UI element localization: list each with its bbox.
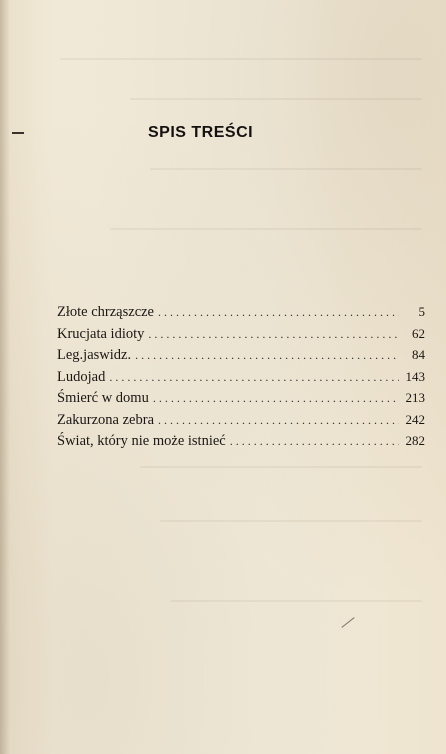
dot-leader [148, 327, 399, 342]
show-through-line [60, 58, 422, 60]
toc-entry-page: 84 [412, 347, 425, 362]
toc-entry-title: Świat, który nie może istnieć [57, 433, 226, 449]
show-through-line [130, 98, 422, 100]
toc-entry-title: Śmierć w domu [57, 390, 149, 406]
stray-pencil-mark [341, 617, 354, 628]
show-through-line [110, 228, 422, 230]
toc-entry [57, 347, 425, 369]
dot-leader [230, 434, 399, 449]
show-through-line [160, 520, 422, 522]
toc-entry-page: 143 [405, 368, 425, 384]
toc-entry [57, 304, 425, 326]
show-through-line [150, 168, 422, 170]
dot-leader [153, 391, 399, 406]
dot-leader [158, 305, 399, 320]
show-through-line [140, 466, 422, 468]
toc-entry-page: 242 [405, 411, 425, 427]
margin-mark [12, 132, 24, 134]
toc-entry-page: 213 [405, 390, 425, 405]
toc-entry-title: Zakurzona zebra [57, 411, 155, 428]
toc-entry [57, 369, 425, 391]
toc-entry [57, 433, 425, 455]
dot-leader [109, 370, 399, 385]
dot-leader [158, 413, 399, 428]
show-through-line [170, 600, 422, 602]
toc-entry-page: 62 [412, 325, 425, 341]
toc-entry-title: Złote chrząszcze [57, 304, 154, 320]
toc-entry [57, 412, 425, 434]
toc-entry-page: 282 [405, 433, 425, 448]
dot-leader [135, 348, 399, 363]
toc-entry-title: Leg.jaswidz. [57, 347, 132, 363]
toc-entry [57, 326, 425, 348]
toc-entry-title: Krucjata idioty [57, 325, 145, 342]
toc-entry-page: 5 [418, 304, 425, 319]
gutter-shadow [0, 0, 10, 754]
table-of-contents [57, 304, 425, 455]
toc-entry [57, 390, 425, 412]
toc-entry-title: Ludojad [57, 368, 106, 385]
page-title: SPIS TREŚCI [148, 124, 254, 141]
